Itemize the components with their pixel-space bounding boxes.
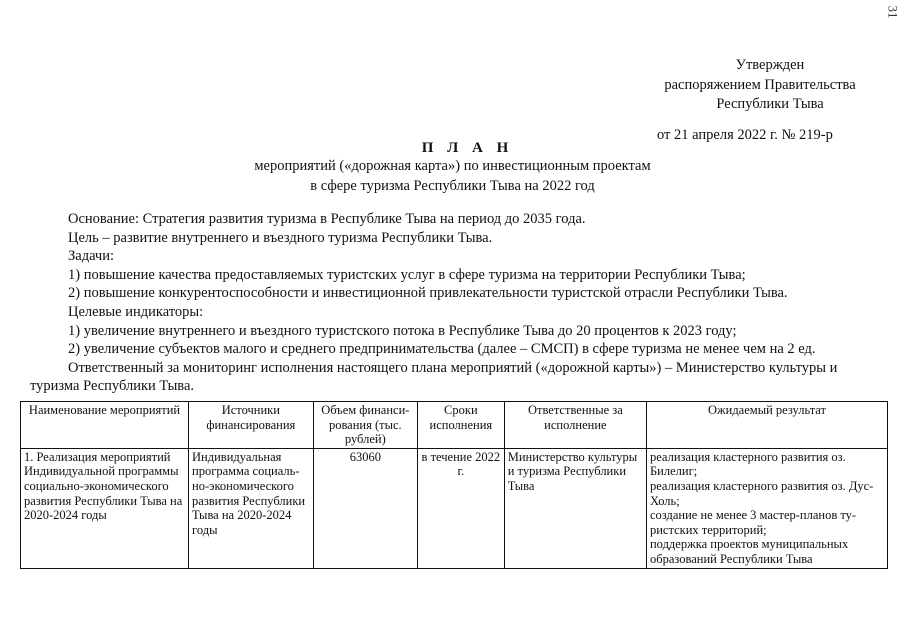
page-number: 31: [885, 5, 901, 19]
tasks-label: Задачи:: [68, 248, 115, 265]
intro-section: [30, 210, 890, 396]
plan-subtitle-2: в сфере туризма Республики Тыва на 2022 год: [310, 177, 595, 194]
indicators-label: Целевые индикаторы:: [68, 303, 204, 320]
header-result: Ожидаемый результат: [646, 402, 887, 449]
header-term: Сроки исполнения: [417, 402, 504, 449]
task-1: 1) повышение качества предоставляемых туристских услуг в сфере туризма на территории Республики Тыва;: [68, 266, 746, 283]
cell-responsible: Министерство культуры и туризма Республики Тыва: [504, 448, 646, 568]
cell-name: 1. Реализация мероприятий Индивидуальной программы социально-экономического развития Республики Тыва на 2020-2024 годы: [21, 448, 189, 568]
header-source: Источники финансирования: [189, 402, 314, 449]
header-amount: Объем финанси-рования (тыс. рублей): [313, 402, 417, 449]
approval-block: [600, 56, 900, 115]
cell-result: [646, 448, 887, 568]
plan-subtitle-1: мероприятий («дорожная карта») по инвестиционным проектам: [254, 158, 651, 174]
result-item-1: реализация кластерного развития оз. Билелиг;: [649, 449, 846, 479]
plan-heading: П Л А Н: [421, 140, 514, 156]
cell-term: в течение 2022 г.: [417, 448, 504, 568]
task-2: 2) повышение конкурентоспособности и инвестиционной привлекательности туристской отрасли Республики Тыва.: [68, 285, 788, 302]
cell-amount: 63060: [313, 448, 417, 568]
table-header-row: [21, 402, 888, 449]
header-responsible: Ответственные за исполнение: [504, 402, 646, 449]
header-name: Наименование мероприятий: [21, 402, 189, 449]
result-item-3: создание не менее 3 мастер-планов ту-ристских территорий;: [649, 508, 857, 537]
table-row: [21, 448, 888, 568]
approval-line-1: Утвержден: [735, 57, 805, 73]
indicator-2: 2) увеличение субъектов малого и среднего предпринимательства (далее – СМСП) в сфере туризма не менее чем на 2 ед.: [68, 341, 816, 358]
plan-table: [20, 401, 888, 569]
order-date-line: от 21 апреля 2022 г. № 219-р: [657, 127, 833, 143]
basis-text: Основание: Стратегия развития туризма в Республике Тыва на период до 2035 года.: [68, 211, 586, 227]
cell-source: Индивидуальная программа социаль-но-экономического развития Республики Тыва на 2020-2024 годы: [189, 448, 314, 568]
result-item-4: поддержка проектов муниципальных образований Республики Тыва: [649, 537, 849, 566]
approval-line-2: распоряжением Правительства: [664, 76, 856, 93]
goal-text: Цель – развитие внутреннего и въездного туризма Республики Тыва.: [68, 229, 493, 246]
responsible-line-2: туризма Республики Тыва.: [30, 378, 195, 395]
plan-title: [0, 140, 905, 196]
indicator-1: 1) увеличение внутреннего и въездного туристского потока в Республике Тыва до 20 процентов к 2023 году;: [68, 322, 737, 339]
approval-line-3: Республики Тыва: [716, 96, 824, 112]
result-item-2: реализация кластерного развития оз. Дус-Холь;: [649, 478, 874, 508]
responsible-line-1: Ответственный за мониторинг исполнения настоящего плана мероприятий («дорожной карты») – Министерство культуры и: [68, 359, 838, 376]
